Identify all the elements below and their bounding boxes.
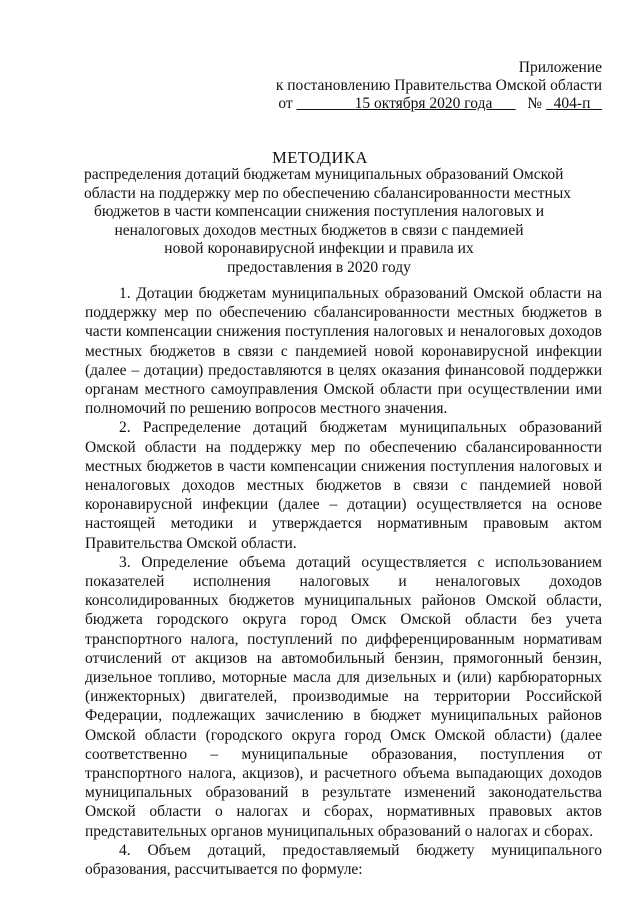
annex-date	[297, 95, 516, 112]
annex-date-line	[272, 95, 602, 113]
subtitle-line: неналоговых доходов местных бюджетов в связи с пандемией	[114, 221, 524, 239]
paragraph-3: 3. Определение объема дотаций осуществляется с использованием показателей исполнения налоговых и неналоговых доходов консолидированных бюджетов муниципальных районов Омской области, бюджета городского округа город Омск Омской области без учета транспортного налога, поступлений по дифференцированным нормативам отчислений от акцизов на автомобильный бензин, прямогонный бензин, дизельное топливо, моторные масла для дизельных и (или) карбюраторных (инжекторных) двигателей, производимые на территории Российской Федерации, подлежащих зачислению в бюджет муниципальных районов Омской области (городского округа город Омск Омской области) (далее соответственно – муниципальные образования, поступления от транспортного налога, акцизов), и расчетного объема выпадающих доходов муниципальных образований в результате изменений законодательства Омской области о налогах и сборах, нормативных правовых актов представительных органов муниципальных образований о налогах и сборах.	[85, 553, 602, 840]
annex-date-value: 15 октября 2020 года	[354, 95, 493, 112]
subtitle-line: предоставления в 2020 году	[227, 258, 411, 276]
subtitle-line: распределения дотаций бюджетам муниципальных образований Омской	[84, 166, 564, 183]
annex-title: Приложение	[518, 59, 602, 76]
annex-number-value: 404-п	[553, 95, 591, 112]
subtitle-line: новой коронавирусной инфекции и правила их	[164, 240, 474, 258]
paragraph-4: 4. Объем дотаций, предоставляемый бюджету муниципального образования, рассчитывается по формуле:	[85, 841, 602, 879]
paragraph-2: 2. Распределение дотаций бюджетам муниципальных образований Омской области на поддержку мер по обеспечению сбалансированности местных бюджетов в части компенсации снижения поступления налоговых и неналоговых доходов местных бюджетов в связи с пандемией новой коронавирусной инфекции (далее – дотации) осуществляется на основе настоящей методики и утверждается нормативным правовым актом Правительства Омской области.	[85, 419, 602, 552]
subtitle-line: бюджетов в части компенсации снижения поступления налоговых и	[93, 203, 545, 221]
annex-block	[272, 59, 602, 113]
annex-from-label: от	[278, 95, 293, 112]
document-subtitle	[84, 166, 571, 278]
paragraph-1: 1. Дотации бюджетам муниципальных образований Омской области на поддержку мер по обеспечению сбалансированности местных бюджетов в части компенсации снижения поступления налоговых и неналоговых доходов местных бюджетов в связи с пандемией новой коронавирусной инфекции (далее – дотации) предоставляются в целях оказания финансовой поддержки органам местного самоуправления Омской области при осуществлении ими полномочий по решению вопросов местного значения.	[85, 285, 602, 418]
subtitle-line: области на поддержку мер по обеспечению сбалансированности местных	[84, 184, 571, 202]
annex-decree-line: к постановлению Правительства Омской области	[275, 77, 602, 94]
annex-number	[546, 95, 602, 112]
document-body	[85, 284, 602, 879]
document-title: МЕТОДИКА	[272, 148, 368, 167]
annex-number-label: №	[527, 95, 543, 112]
